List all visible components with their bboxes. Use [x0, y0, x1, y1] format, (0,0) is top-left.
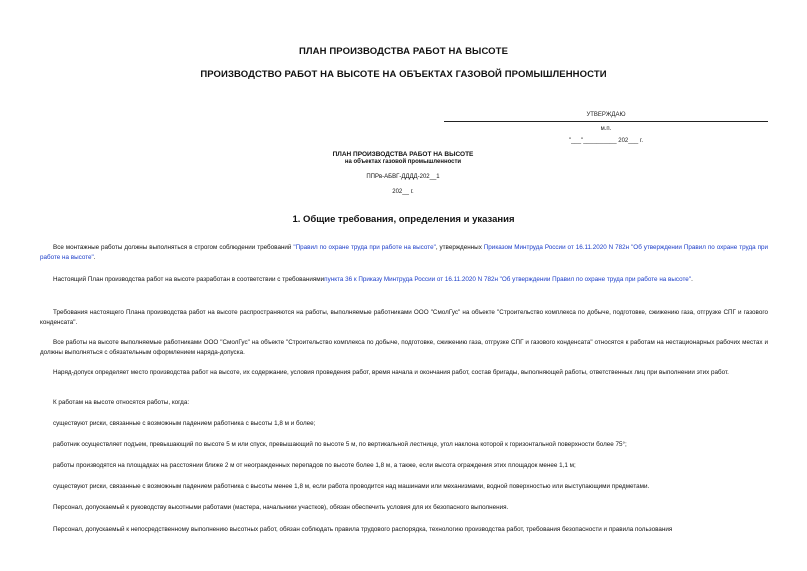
clause-link[interactable]: пункта 36 к Приказу Минтруда России от 16.11.2020 N 782н "Об утверждении Правил по охране труда при работе на высоте" [324, 276, 692, 283]
plan-year: 202__ г. [392, 189, 414, 195]
paragraph-5: Наряд-допуск определяет место производства работ на высоте, их содержание, условия проведения работ, время начала и окончания работ, состав бригады, выполняющей работы, ответственных лиц при выполнении этих работ. [53, 369, 729, 376]
paragraph-text: . [691, 276, 693, 283]
paragraph-2 [40, 275, 768, 285]
order-link[interactable]: Приказом Минтруда России от 16.11.2020 N 782н "Об утверждении Правил по охране труда при работе на высоте" [40, 244, 769, 261]
paragraph-text: , утвержденных [435, 244, 484, 251]
rules-link[interactable]: "Правил по охране труда при работе на высоте" [293, 244, 436, 251]
list-item-1: существуют риски, связанные с возможным падением работника с высоты 1,8 м и более; [53, 420, 316, 427]
paragraph-4: Все работы на высоте выполняемые работниками ООО "СмолГус" на объекте "Строительство комплекса по добыче, подготовке, сжижению газа, отгрузке СПГ и газового конденсата" относятся к работам на нестационарных рабочих местах и должны выполняться с обязательным оформлением наряда-допуска. [40, 339, 768, 356]
paragraph-6: К работам на высоте относятся работы, когда: [53, 399, 190, 406]
plan-code: ППРв-АБВГ-ДДДД-202__1 [366, 174, 440, 180]
plan-header-block [290, 151, 516, 195]
approval-date-line: "___"__________ 202___ г. [568, 138, 644, 144]
approval-signature-line [444, 121, 768, 122]
paragraph-text: Все монтажные работы должны выполняться в строгом соблюдении требований [53, 244, 294, 251]
list-item-2: работник осуществляет подъем, превышающий по высоте 5 м или спуск, превышающий по высоте 5 м, по вертикальной лестнице, угол наклона которой к горизонтальной поверхности более 75°; [53, 441, 627, 448]
plan-subtitle: на объектах газовой промышленности [344, 159, 462, 165]
approval-label: УТВЕРЖДАЮ [586, 112, 626, 118]
paragraph-3: Требования настоящего Плана производства работ на высоте распространяются на работы, выполняемые работниками ООО "СмолГус" на объекте "Строительство комплекса по добыче, подготовке, сжижению газа, отгрузке СПГ и газового конденсата". [40, 309, 768, 326]
list-item-3: работы производятся на площадках на расстоянии ближе 2 м от неогражденных перепадов по высоте более 1,8 м, а также, если высота ограждения этих площадок менее 1,1 м; [53, 462, 576, 469]
section-heading: 1. Общие требования, определения и указания [292, 214, 515, 225]
document-subtitle: ПРОИЗВОДСТВО РАБОТ НА ВЫСОТЕ НА ОБЪЕКТАХ ГАЗОВОЙ ПРОМЫШЛЕННОСТИ [200, 69, 607, 80]
paragraph-text: Настоящий План производства работ на высоте разработан в соответствии с требованиями [53, 276, 325, 283]
paragraph-7: Персонал, допускаемый к руководству высотными работами (мастера, начальники участков), обязан обеспечить условия для их безопасного выполнения. [53, 504, 509, 511]
paragraph-text: . [93, 253, 96, 261]
approval-stamp-place: м.п. [600, 126, 612, 132]
document-title: ПЛАН ПРОИЗВОДСТВА РАБОТ НА ВЫСОТЕ [298, 46, 509, 57]
plan-title: ПЛАН ПРОИЗВОДСТВА РАБОТ НА ВЫСОТЕ [332, 151, 474, 158]
paragraph-8: Персонал, допускаемый к непосредственному выполнению высотных работ, обязан соблюдать правила трудового распорядка, технологию производства работ, требования безопасности и правила пользования [53, 526, 673, 533]
list-item-4: существуют риски, связанные с возможным падением работника с высоты менее 1,8 м, если работа проводится над машинами или механизмами, водной поверхностью или выступающими предметами. [53, 483, 650, 490]
paragraph-1 [40, 243, 768, 262]
